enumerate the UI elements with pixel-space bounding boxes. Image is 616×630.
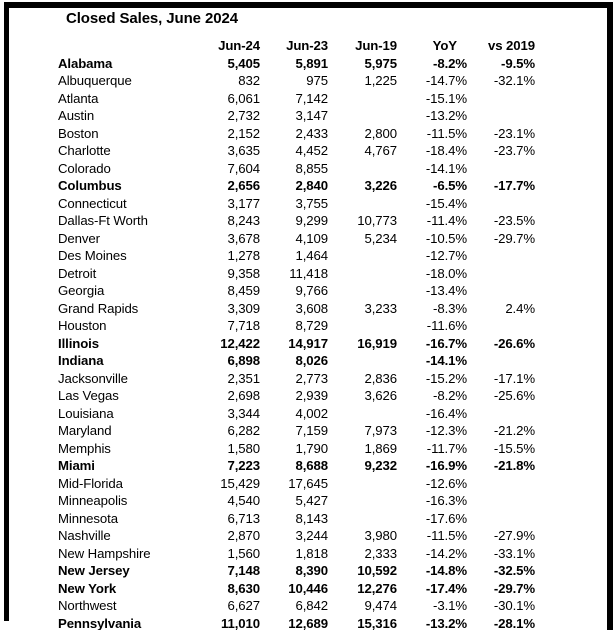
table-row [58, 177, 535, 195]
cell-jun23: 9,766 [295, 283, 328, 298]
cell-yoy: -12.3% [425, 423, 467, 438]
cell-yoy: -16.9% [425, 458, 467, 473]
cell-vs2019: -32.5% [493, 563, 535, 578]
cell-jun19: 10,592 [357, 563, 397, 578]
cell-yoy: -14.1% [425, 353, 467, 368]
cell-jun23: 1,464 [295, 248, 328, 263]
cell-vs2019: -27.9% [493, 528, 535, 543]
cell-yoy: -10.5% [425, 230, 467, 246]
cell-jun23: 8,729 [295, 318, 328, 333]
cell-jun19: 3,980 [364, 528, 397, 543]
cell-vs2019 [467, 405, 535, 423]
table-border-top [4, 2, 613, 8]
cell-vs2019: -25.6% [493, 388, 535, 403]
cell-jun19: 4,767 [364, 143, 397, 158]
cell-jun24: 15,429 [220, 475, 260, 491]
cell-yoy: -16.7% [425, 335, 467, 351]
cell-jun23: 7,159 [295, 423, 328, 438]
cell-jun24: 6,282 [227, 423, 260, 438]
cell-vs2019: -30.1% [493, 598, 535, 613]
column-header-yoy: YoY [432, 38, 457, 53]
cell-vs2019 [467, 90, 535, 108]
column-header-jun24: Jun-24 [218, 38, 260, 53]
cell-jun19: 2,836 [364, 370, 397, 386]
cell-jun19: 5,234 [364, 230, 397, 246]
table-row [58, 370, 535, 388]
table-row [58, 317, 535, 335]
cell-vs2019 [467, 352, 535, 370]
cell-jun23: 3,755 [295, 195, 328, 211]
cell-jun24: 3,344 [227, 405, 260, 421]
cell-jun24: 8,459 [227, 283, 260, 298]
cell-jun19: 9,232 [364, 458, 397, 473]
row-label: New Hampshire [58, 545, 151, 561]
cell-jun23: 8,688 [295, 458, 328, 473]
table-row [58, 335, 535, 353]
row-label: Austin [58, 108, 95, 123]
row-label: New York [58, 580, 117, 596]
cell-jun19: 15,316 [357, 615, 397, 630]
cell-vs2019: -21.8% [493, 458, 535, 473]
cell-yoy: -11.7% [426, 440, 467, 456]
row-label: Dallas-Ft Worth [58, 213, 148, 228]
table-row [58, 90, 535, 108]
cell-jun23: 1,818 [295, 545, 328, 561]
table-row [58, 212, 535, 230]
cell-yoy: -18.0% [425, 265, 467, 281]
row-label: Columbus [58, 178, 122, 193]
table-row [58, 300, 535, 318]
cell-jun19 [328, 265, 397, 283]
cell-jun23: 4,109 [295, 230, 328, 246]
cell-jun19: 3,226 [364, 178, 397, 193]
table-row [58, 562, 535, 580]
cell-jun19: 12,276 [357, 580, 397, 596]
row-label: Connecticut [58, 195, 127, 211]
cell-jun23: 8,026 [295, 353, 328, 368]
cell-yoy: -12.6% [425, 475, 467, 491]
cell-jun23: 8,390 [295, 563, 328, 578]
cell-jun23: 17,645 [288, 475, 328, 491]
table-row [58, 230, 535, 248]
cell-vs2019 [467, 492, 535, 510]
cell-vs2019: -15.5% [493, 440, 535, 456]
cell-vs2019: -9.5% [501, 55, 535, 71]
cell-jun24: 7,718 [227, 318, 260, 333]
row-label: Denver [58, 230, 100, 246]
cell-jun24: 6,627 [227, 598, 260, 613]
cell-yoy: -13.4% [425, 283, 467, 298]
row-label: Northwest [58, 598, 117, 613]
row-label: Grand Rapids [58, 300, 139, 316]
row-label: Atlanta [58, 90, 99, 106]
cell-vs2019: -26.6% [493, 335, 535, 351]
row-label: Jacksonville [58, 370, 128, 386]
column-header-jun23: Jun-23 [286, 38, 328, 53]
cell-jun23: 975 [306, 73, 328, 88]
cell-jun23: 3,608 [295, 300, 328, 316]
row-label: Georgia [58, 283, 105, 298]
cell-jun24: 12,422 [220, 335, 260, 351]
cell-jun23: 7,142 [295, 90, 328, 106]
cell-jun24: 3,309 [227, 300, 260, 316]
cell-vs2019 [467, 282, 535, 300]
cell-jun23: 9,299 [295, 213, 328, 228]
cell-jun24: 8,243 [227, 213, 260, 228]
row-label: Minnesota [58, 510, 118, 526]
cell-jun24: 1,560 [227, 545, 260, 561]
cell-jun24: 8,630 [227, 580, 260, 596]
cell-jun23: 5,427 [295, 493, 328, 508]
table-row [58, 125, 535, 143]
page-title: Closed Sales, June 2024 [66, 10, 238, 27]
cell-yoy: -6.5% [433, 178, 467, 193]
cell-jun19 [328, 475, 397, 493]
table-row [58, 265, 535, 283]
cell-yoy: -8.2% [433, 388, 467, 403]
cell-jun24: 2,732 [227, 108, 260, 123]
cell-jun24: 4,540 [227, 493, 260, 508]
cell-jun23: 5,891 [295, 55, 328, 71]
cell-vs2019: -32.1% [493, 73, 535, 88]
row-label: Detroit [58, 265, 97, 281]
cell-yoy: -16.3% [425, 493, 467, 508]
cell-jun24: 2,351 [227, 370, 260, 386]
cell-jun23: 14,917 [288, 335, 328, 351]
row-label: New Jersey [58, 563, 130, 578]
cell-vs2019: -33.1% [493, 545, 535, 561]
row-label: Albuquerque [58, 73, 132, 88]
table-border-right [607, 2, 613, 630]
cell-jun19 [328, 195, 397, 213]
table-row [58, 580, 535, 598]
cell-vs2019 [467, 265, 535, 283]
cell-yoy: -8.2% [433, 55, 467, 71]
cell-jun23: 3,147 [295, 108, 328, 123]
cell-yoy: -14.8% [425, 563, 467, 578]
cell-vs2019 [467, 510, 535, 528]
cell-jun24: 2,152 [227, 125, 260, 141]
cell-jun19: 1,869 [364, 440, 397, 456]
cell-vs2019 [467, 195, 535, 213]
cell-vs2019 [467, 160, 535, 178]
cell-jun23: 12,689 [288, 615, 328, 630]
cell-jun23: 4,452 [295, 143, 328, 158]
cell-yoy: -16.4% [425, 405, 467, 421]
cell-jun24: 6,061 [227, 90, 260, 106]
row-label: Alabama [58, 55, 113, 71]
row-label: Minneapolis [58, 493, 128, 508]
cell-vs2019: -29.7% [493, 230, 535, 246]
cell-jun24: 7,223 [227, 458, 260, 473]
cell-vs2019: -29.7% [493, 580, 535, 596]
row-label: Illinois [58, 335, 99, 351]
table-row [58, 597, 535, 615]
cell-jun23: 4,002 [295, 405, 328, 421]
cell-yoy: -13.2% [425, 108, 467, 123]
cell-vs2019: -21.2% [493, 423, 535, 438]
cell-yoy: -11.6% [426, 318, 467, 333]
table-row [58, 247, 535, 265]
cell-yoy: -13.2% [425, 615, 467, 630]
cell-yoy: -8.3% [433, 300, 467, 316]
cell-jun23: 2,840 [295, 178, 328, 193]
sales-table [58, 37, 535, 630]
table-body [58, 55, 535, 630]
cell-jun23: 2,433 [295, 125, 328, 141]
row-label: Memphis [58, 440, 111, 456]
row-label: Louisiana [58, 405, 114, 421]
cell-vs2019: -28.1% [493, 615, 535, 630]
table-row [58, 352, 535, 370]
cell-jun24: 3,635 [227, 143, 260, 158]
cell-jun24: 1,278 [227, 248, 260, 263]
cell-yoy: -15.1% [425, 90, 467, 106]
row-label: Des Moines [58, 248, 127, 263]
cell-yoy: -3.1% [433, 598, 467, 613]
row-label: Houston [58, 318, 107, 333]
column-header-jun19: Jun-19 [355, 38, 397, 53]
table-row [58, 545, 535, 563]
cell-jun19 [328, 317, 397, 335]
cell-jun24: 3,678 [227, 230, 260, 246]
table-row [58, 457, 535, 475]
cell-jun24: 832 [238, 73, 260, 88]
cell-jun19: 3,233 [364, 300, 397, 316]
cell-jun19: 2,800 [364, 125, 397, 141]
cell-vs2019: -23.1% [493, 125, 535, 141]
cell-jun19 [328, 247, 397, 265]
cell-jun23: 3,244 [295, 528, 328, 543]
cell-jun19 [328, 492, 397, 510]
cell-jun24: 9,358 [227, 265, 260, 281]
table-row [58, 107, 535, 125]
cell-yoy: -11.5% [426, 125, 467, 141]
cell-jun24: 2,656 [227, 178, 260, 193]
cell-yoy: -14.1% [425, 160, 467, 176]
cell-jun19: 5,975 [364, 55, 397, 71]
cell-yoy: -14.2% [425, 545, 467, 561]
cell-jun19 [328, 107, 397, 125]
cell-jun24: 11,010 [220, 615, 260, 630]
cell-jun19: 16,919 [357, 335, 397, 351]
table-row [58, 527, 535, 545]
cell-jun19 [328, 352, 397, 370]
cell-jun24: 7,604 [227, 160, 260, 176]
table-header-row [58, 37, 535, 55]
cell-vs2019 [467, 317, 535, 335]
cell-jun19: 2,333 [364, 545, 397, 561]
cell-yoy: -11.4% [426, 213, 467, 228]
cell-yoy: -15.4% [425, 195, 467, 211]
table-row [58, 492, 535, 510]
cell-yoy: -11.5% [426, 528, 467, 543]
row-label: Nashville [58, 528, 111, 543]
cell-vs2019 [467, 107, 535, 125]
cell-jun24: 1,580 [227, 440, 260, 456]
cell-vs2019: -23.5% [493, 213, 535, 228]
cell-vs2019: -17.1% [493, 370, 535, 386]
cell-jun24: 7,148 [227, 563, 260, 578]
cell-vs2019: -23.7% [493, 143, 535, 158]
cell-jun19: 10,773 [357, 213, 397, 228]
cell-vs2019: -17.7% [493, 178, 535, 193]
cell-yoy: -17.6% [425, 510, 467, 526]
row-label: Colorado [58, 160, 111, 176]
cell-jun24: 3,177 [227, 195, 260, 211]
table-row [58, 405, 535, 423]
cell-jun24: 6,898 [227, 353, 260, 368]
cell-jun23: 10,446 [288, 580, 328, 596]
cell-jun19 [328, 405, 397, 423]
cell-jun19: 3,626 [364, 388, 397, 403]
table-row [58, 475, 535, 493]
cell-jun23: 8,855 [295, 160, 328, 176]
row-label: Boston [58, 125, 99, 141]
cell-jun23: 1,790 [295, 440, 328, 456]
cell-jun23: 8,143 [295, 510, 328, 526]
row-label: Pennsylvania [58, 615, 142, 630]
cell-vs2019 [467, 475, 535, 493]
cell-yoy: -12.7% [425, 248, 467, 263]
cell-jun24: 5,405 [227, 55, 260, 71]
cell-yoy: -15.2% [425, 370, 467, 386]
cell-jun19 [328, 160, 397, 178]
cell-yoy: -18.4% [425, 143, 467, 158]
cell-jun19: 1,225 [364, 73, 397, 88]
table-row [58, 72, 535, 90]
table-row [58, 510, 535, 528]
table-row [58, 615, 535, 630]
row-label: Indiana [58, 353, 104, 368]
row-label: Mid-Florida [58, 475, 123, 491]
table-row [58, 160, 535, 178]
table-border-left [4, 2, 9, 621]
cell-jun23: 2,939 [295, 388, 328, 403]
cell-jun19: 9,474 [364, 598, 397, 613]
cell-jun19 [328, 90, 397, 108]
table-row [58, 142, 535, 160]
table-row [58, 55, 535, 73]
table-row [58, 195, 535, 213]
cell-vs2019 [467, 247, 535, 265]
table-row [58, 440, 535, 458]
cell-jun23: 6,842 [295, 598, 328, 613]
table-row [58, 387, 535, 405]
cell-vs2019: 2.4% [505, 300, 535, 316]
row-label: Las Vegas [58, 388, 119, 403]
cell-jun23: 2,773 [295, 370, 328, 386]
column-header-blank [58, 37, 208, 55]
cell-jun19: 7,973 [364, 423, 397, 438]
cell-yoy: -14.7% [425, 73, 467, 88]
table-row [58, 422, 535, 440]
cell-jun23: 11,418 [289, 265, 328, 281]
cell-jun19 [328, 510, 397, 528]
column-header-vs2019: vs 2019 [488, 38, 535, 53]
cell-yoy: -17.4% [425, 580, 467, 596]
row-label: Charlotte [58, 143, 111, 158]
table-row [58, 282, 535, 300]
cell-jun24: 2,870 [227, 528, 260, 543]
row-label: Maryland [58, 423, 112, 438]
cell-jun24: 2,698 [227, 388, 260, 403]
cell-jun19 [328, 282, 397, 300]
row-label: Miami [58, 458, 95, 473]
cell-jun24: 6,713 [227, 510, 260, 526]
